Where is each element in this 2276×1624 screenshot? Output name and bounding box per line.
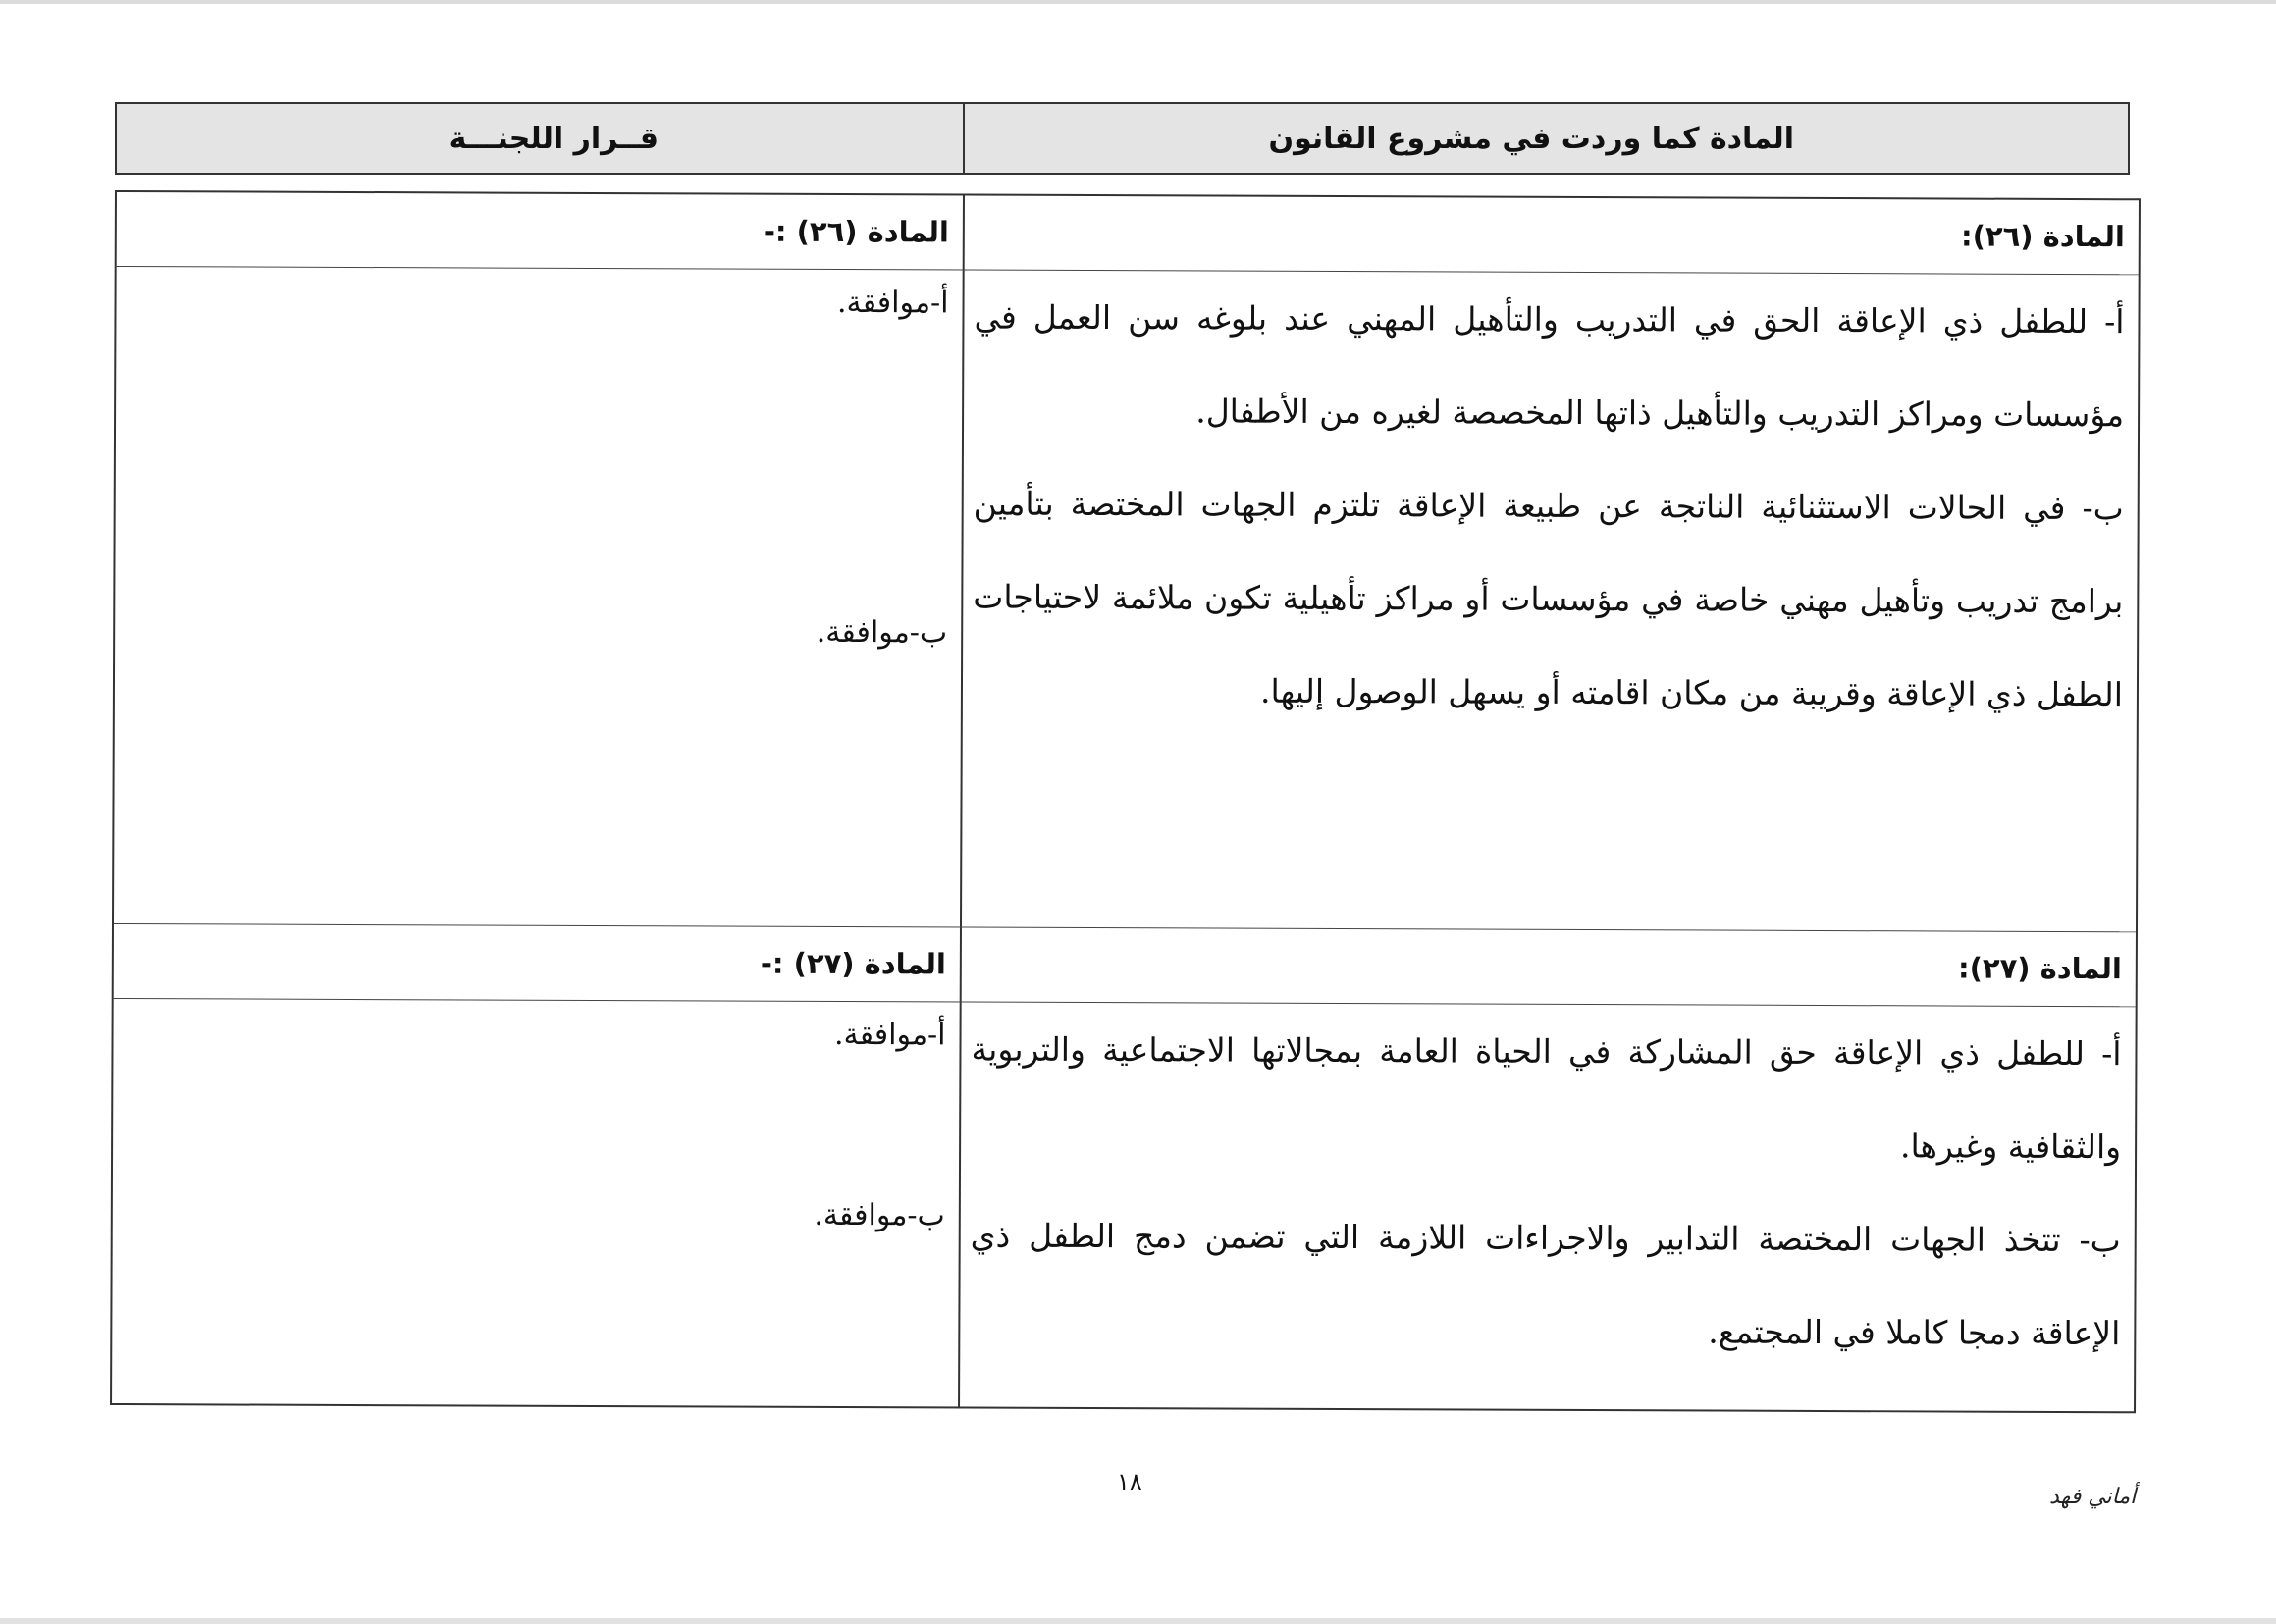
article-26-paragraph-a: أ- للطفل ذي الإعاقة الحق في التدريب والتأهيل المهني عند بلوغه سن العمل في مؤسسات ومراكز التدريب والتأهيل ذاتها المخصصة لغيره من الأطفال.: [974, 297, 2125, 435]
decision-cell: [112, 999, 960, 1408]
decision-27-b: ب-موافقة.: [814, 1197, 945, 1233]
header-decision-column: [117, 104, 965, 173]
decision-26-b: ب-موافقة.: [816, 614, 948, 651]
article-27-paragraph-b: ب- تتخذ الجهات المختصة التدابير والاجراءات اللازمة التي تضمن دمج الطفل ذي الإعاقة دمجا كاملا في المجتمع.: [970, 1216, 2121, 1353]
decision-26-a: أ-موافقة.: [836, 285, 949, 321]
article-cell: [962, 927, 2136, 1006]
decision-cell: [114, 924, 960, 1001]
article-cell: [962, 270, 2139, 931]
header-decision-label: قــرار اللجنـــة: [449, 121, 659, 156]
decision-cell: [114, 267, 963, 926]
decision-27-title: المادة (٢٧) :-: [760, 946, 946, 981]
table-header: [115, 102, 2130, 175]
table-row: [112, 999, 2136, 1413]
article-27-paragraph-a: أ- للطفل ذي الإعاقة حق المشاركة في الحياة العامة بمجالاتها الاجتماعية والتربوية والثقافية وغيرها.: [971, 1029, 2122, 1167]
table-row: [117, 192, 2139, 275]
article-cell: [965, 195, 2139, 274]
page-top-edge: [0, 0, 2276, 4]
table-row: [114, 924, 2136, 1007]
article-27-title: المادة (٢٧):: [1957, 951, 2122, 986]
table-row: [114, 267, 2139, 932]
header-article-column: [965, 104, 2128, 173]
page-bottom-edge: [0, 1618, 2276, 1624]
decision-cell: [117, 192, 963, 269]
decision-26-title: المادة (٢٦) :-: [763, 214, 949, 249]
page-number: ١٨: [1117, 1468, 1142, 1495]
signature: أماني فهد: [2049, 1485, 2137, 1509]
header-article-label: المادة كما وردت في مشروع القانون: [1268, 121, 1794, 156]
article-26-paragraph-b: ب- في الحالات الاستثنائية الناتجة عن طبيعة الإعاقة تلتزم الجهات المختصة بتأمين برامج تدريب وتأهيل مهني خاصة في مؤسسات أو مراكز تأهيلية تكون ملائمة لاحتياجات الطفل ذي الإعاقة وقريبة من مكان اقامته أو يسهل الوصول إليها.: [973, 484, 2124, 714]
articles-table: [110, 190, 2141, 1413]
article-cell: [960, 1002, 2136, 1413]
decision-27-a: أ-موافقة.: [833, 1017, 946, 1053]
article-26-title: المادة (٢٦):: [1960, 219, 2125, 254]
